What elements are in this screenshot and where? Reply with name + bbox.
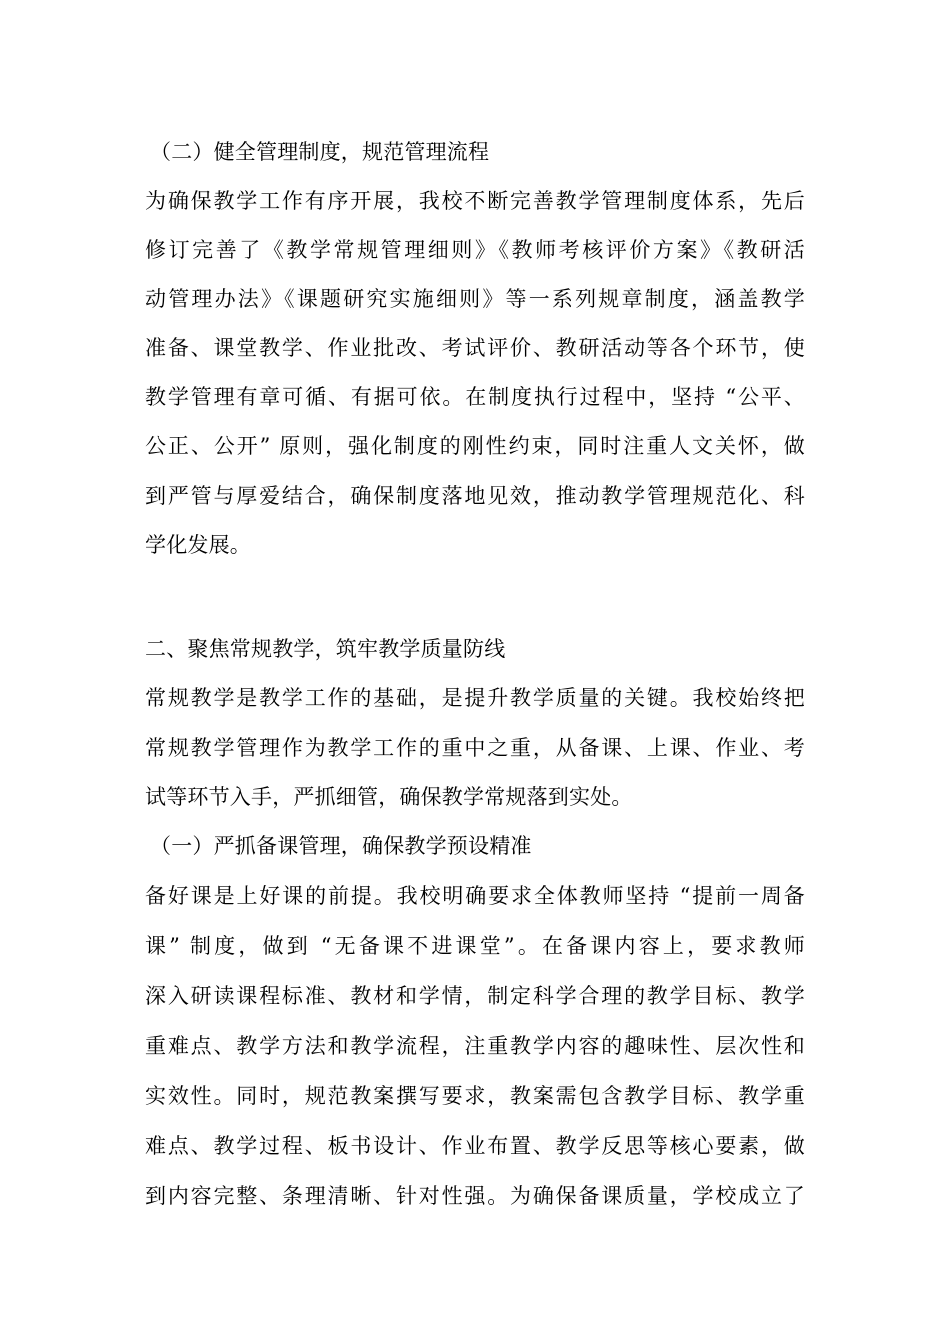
paragraph-line: 常规教学管理作为教学工作的重中之重，从备课、上课、作业、考 <box>145 736 805 760</box>
paragraph-line: 课” 制度，做到 “无备课不进课堂”。在备课内容上，要求教师 <box>145 934 805 958</box>
section-heading-lesson-prep: （一）严抓备课管理，确保教学预设精准 <box>150 834 532 858</box>
paragraph-line: 准备、课堂教学、作业批改、考试评价、教研活动等各个环节，使 <box>145 336 805 360</box>
paragraph-line: 到内容完整、条理清晰、针对性强。为确保备课质量，学校成立了 <box>145 1184 805 1208</box>
paragraph-line: 常规教学是教学工作的基础，是提升教学质量的关键。我校始终把 <box>145 686 805 710</box>
paragraph-line: 深入研读课程标准、教材和学情，制定科学合理的教学目标、教学 <box>145 984 805 1008</box>
paragraph-line: 实效性。同时，规范教案撰写要求，教案需包含教学目标、教学重 <box>145 1084 805 1108</box>
section-heading-routine-teaching: 二、聚焦常规教学，筑牢教学质量防线 <box>145 637 506 661</box>
paragraph-line: 学化发展。 <box>145 533 251 557</box>
paragraph-line: 教学管理有章可循、有据可依。在制度执行过程中，坚持 “公平、 <box>145 385 805 409</box>
paragraph-line: 动管理办法》《课题研究实施细则》等一系列规章制度，涵盖教学 <box>145 287 805 311</box>
paragraph-line: 到严管与厚爱结合，确保制度落地见效，推动教学管理规范化、科 <box>145 484 805 508</box>
section-heading-manage-system: （二）健全管理制度，规范管理流程 <box>150 140 490 164</box>
paragraph-line: 修订完善了《教学常规管理细则》《教师考核评价方案》《教研活 <box>145 238 805 262</box>
paragraph-line: 试等环节入手，严抓细管，确保教学常规落到实处。 <box>145 785 633 809</box>
paragraph-line: 难点、教学过程、板书设计、作业布置、教学反思等核心要素，做 <box>145 1134 805 1158</box>
paragraph-line: 公正、公开” 原则，强化制度的刚性约束，同时注重人文关怀，做 <box>145 434 805 458</box>
paragraph-line: 重难点、教学方法和教学流程，注重教学内容的趣味性、层次性和 <box>145 1034 805 1058</box>
paragraph-line: 备好课是上好课的前提。我校明确要求全体教师坚持 “提前一周备 <box>145 884 805 908</box>
paragraph-line: 为确保教学工作有序开展，我校不断完善教学管理制度体系，先后 <box>145 189 805 213</box>
